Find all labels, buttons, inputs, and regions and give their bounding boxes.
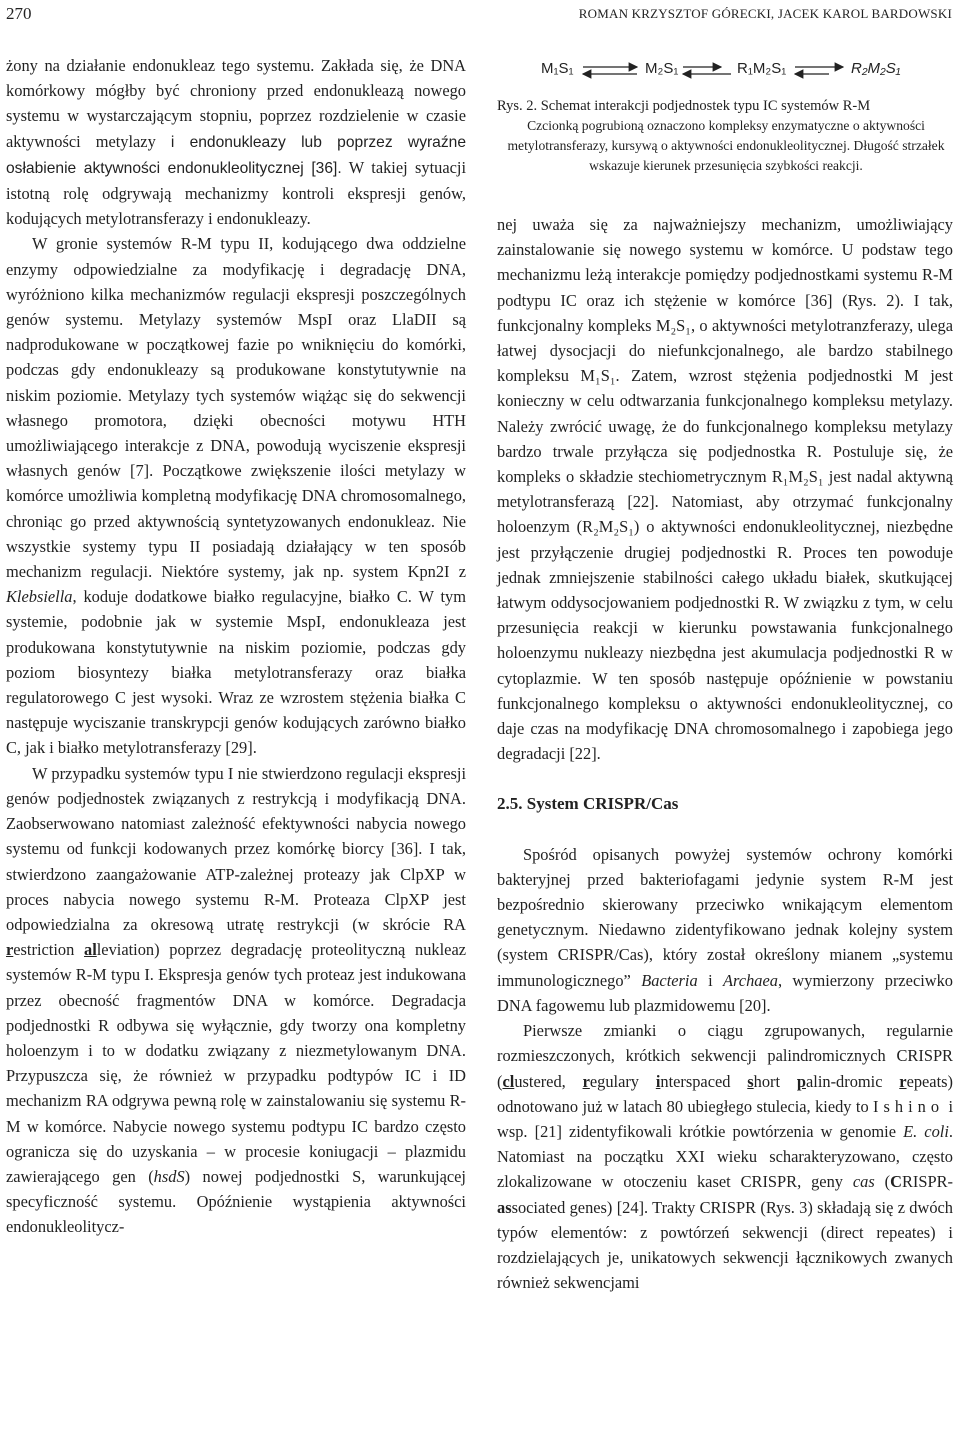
spaced-author-name: Ishino	[873, 1096, 945, 1116]
caption-text: Czcionką pogrubioną oznaczono kompleksy enzymatyczne o aktywności metylotransferazy, kursywą o aktywności endonukleolitycznej. Długość strzałek wskazuje kierunek przesunięcia szybkości reakcji.	[507, 118, 945, 173]
paragraph: nej uważa się za najważniejszy mechanizm, umożliwiający zainstalowanie się nowego systemu w komórce. U podstaw tego mechanizmu leżą interakcje pomiędzy podjednostkami systemu R-M podtypu IC oraz ich stężenie w komórce [36] (Rys. 2). I tak, funkcjonalny kompleks M₂S₁, o aktywności metylotranzferazy, ulega łatwej dysocjacji do niefunkcjonalnego, ale bardzo stabilnego kompleksu M₁S₁. Zatem, wzrost stężenia podjednostki M jest konieczny w celu odtwarzania funkcjonalnego kompleksu metylazy. Należy zwrócić uwagę, że do funkcjonalnego kompleksu metylazy bardzo trwale przyłącza się podjednostka R. Postuluje się, że kompleks o składzie stechiometrycznym R₁M₂S₁ jest nadal aktywną metylotransferazą [22]. Natomiast, aby otrzymać funkcjonalny holoenzym (R₂M₂S₁) o aktywności endonukleolitycznej, niezbędne jest przyłączenie drugiej podjednostki R. Proces ten powoduje jednak zmniejszenie stabilności całego układu białek, skutkującej łatwym oddysocjowaniem podjednostki R. W związku z tym, w celu przesunięcia reakcji w kierunku powstawania funkcjonalnego holoenzymu nukleazy niezbędna jest akumulacja podjednostki R w cytoplazmie. W ten sposób następuje opóźnienie w powstaniu funkcjonalnego kompleksu o aktywności endonukleolitycznej, co daje czas na modyfikację DNA chromosomalnego i zapobiega jego degradacji [22].	[497, 215, 954, 764]
paragraph: żony na działanie endonukleaz tego systemu. Zakłada się, że DNA komórkowy mógłby być chroniony przed endonukleazą nowego systemu w wystarczającym stopniu, poprzez rozdzielenie w czasie aktywności metylazy i endonukleazy lub poprzez wyraźne osłabienie aktywności endonukleolitycznej [36]. W takiej sytuacji istotną rolę odgrywają mechanizmy kontroli ekspresji genów, kodujących metylotransferazy i endonukleazy.	[6, 56, 467, 229]
paragraph: W przypadku systemów typu I nie stwierdzono regulacji ekspresji genów podjednostek związanych z restrykcją i modyfikacją DNA. Zaobserwowano natomiast zależność efektywności nabycia nowego systemu od funkcji kodowanych przez komórkę biorcy [36]. I tak, stwierdzono zaangażowanie ATP-zależnej proteazy jak ClpXP w proces nabycia nowego systemu R-M. Proteaza ClpXP jest odpowiedzialna za okresową utratę restrykcji (w skrócie RA restriction alleviation) poprzez degradację proteolityczną nukleaz systemów R-M typu I. Ekspresja genów tych proteaz jest indukowana przez obecność fragmentów DNA w komórce. Degradacja podjednostki R odbywa się wyłącznie, gdy tworzy ona kompletny holoenzym i to w dodatku związany z niezmetylowanym DNA. Przypuszcza się, że również w przypadku podtypów IC i ID mechanizm RA odgrywa pewną rolę w zainstalowaniu się systemu R-M w komórce. Nabycie nowego systemu podtypu IC bardzo często ogranicza się do uzyskania – w procesie koniugacji – plazmidu zawierającego gen (hsdS) nowej podjednostki S, warunkującej specyficzność systemu. Opóźnienie wystąpienia aktywności endonukleolitycz-	[6, 763, 466, 1237]
page-header	[6, 4, 952, 24]
page-number: 270	[6, 4, 32, 23]
italic-gene: hsdS	[153, 1166, 185, 1186]
complex-r2m2s1: R₂M₂S₁	[851, 60, 901, 77]
caption-title: Rys. 2. Schemat interakcji podjednostek typu IC systemów R-M	[497, 98, 871, 114]
complex-r1m2s1: R₁M₂S₁	[737, 60, 787, 77]
complex-m2s1: M₂S₁	[645, 60, 679, 77]
complex-m1s1: M₁S₁	[541, 60, 574, 77]
right-column	[497, 212, 953, 1295]
interaction-scheme	[497, 58, 955, 86]
paragraph: W gronie systemów R-M typu II, kodującego dwa oddzielne enzymy odpowiedzialne za modyfikację i degradację DNA, wyróżniono kilka mechanizmów regulacji ekspresji poszczególnych genów systemu. Metylazy systemów MspI oraz LlaDII są nadprodukowane w początkowej fazie po wniknięciu do komórki, podczas gdy endonukleazy są produkowane konstytutywnie na niskim poziomie. Metylazy tych systemów wiążąc się do sekwencji własnego promotora, dzięki obecności motywu HTH umożliwiającego interakcje z DNA, powodują wyciszenie ekspresji własnych genów [7]. Początkowe zwiększenie ilości metylazy w komórce umożliwia kompletną modyfikację DNA chromosomalnego, chroniąc go przed aktywnością syntetyzowanych endonukleaz. Nie wszystkie systemy typu II posiadają działający w ten sposób mechanizm regulacji. Niektóre systemy, jak np. system Kpn2I z Klebsiella, koduje dodatkowe białko regulacyjne, białko C. W tym systemie, podobnie jak w systemie MspI, endonukleaza jest produkowana konstytutywnie na niskim poziomie, podczas gdy poziom biosyntezy białka metylotransferazy oraz białka regulatorowego C jest wysoki. Wraz ze wzrostem stężenia białka C następuje wyciszanie transkrypcji genów kodujących zarówno białko C, jak i białko metylotransferazy [29].	[6, 234, 466, 758]
figure-2	[497, 58, 955, 176]
paragraph: Spośród opisanych powyżej systemów ochrony komórki bakteryjnej przed bakteriofagami jedynie system R-M jest bezpośrednio skierowany przeciwko wnikającym elementom genetycznym. Niedawno zidentyfikowano jednak kolejny system (system CRISPR/Cas), który został określony mianem „systemu immunologicznego” Bacteria i Archaea, wymierzony przeciwko DNA fagowemu lub plazmidowemu [20].	[497, 844, 954, 1015]
section-heading: 2.5. System CRISPR/Cas	[497, 794, 679, 814]
figure-caption	[497, 96, 955, 176]
italic-species: Klebsiella	[6, 587, 73, 607]
sans-text-run: i endonukleazy lub poprzez wyraźne osłabienie aktywności endonukleolitycznej [36].	[6, 133, 467, 177]
paragraph: Pierwsze zmianki o ciągu zgrupowanych, regularnie rozmieszczonych, krótkich sekwencji palindromicznych CRISPR (clustered, regulary interspaced short palin-dromic repeats) odnotowano już w latach 80 ubiegłego stulecia, kiedy to Ishino i wsp. [21] zidentyfikowali krótkie powtórzenia w genomie E. coli. Natomiast na początku XXI wieku scharakteryzowano, często zlokalizowane w otoczeniu kaset CRISPR, geny cas (CRISPR-associated genes) [24]. Trakty CRISPR (Rys. 3) składają się z dwóch typów elementów: z powtórzeń sekwencji (direct repeates) i rozdzielających je, unikatowych sekwencji łącznikowych zwanych również sekwencjami	[497, 1021, 953, 1293]
left-column	[6, 53, 466, 1240]
running-title: ROMAN KRZYSZTOF GÓRECKI, JACEK KAROL BARDOWSKI	[578, 6, 952, 21]
